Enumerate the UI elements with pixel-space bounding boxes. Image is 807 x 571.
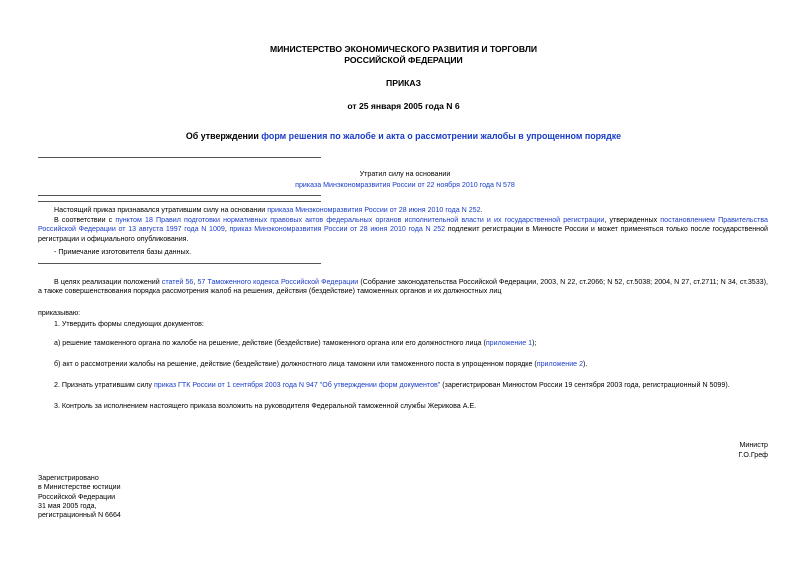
title-link[interactable]: форм решения по жалобе и акта о рассмотрении жалобы в упрощенном порядке <box>261 131 622 141</box>
item-1: 1. Утвердить формы следующих документов: <box>54 320 204 328</box>
note-paragraph-2: В соответствии с пунктом 18 Правил подготовки нормативных правовых актов федеральных органов исполнительной власти и их государственной регистрации, утвержденных постановлением Правительства Российской Федерации от 13 августа 1997 года N 1009, приказ Минэкономразвития России от 28 июня 2010 года N 252 подлежит регистрации в Минюсте России и может применяться только после государственной регистрации и официального опубликования. <box>38 216 769 243</box>
item-1b: б) акт о рассмотрении жалобы на решение, действие (бездействие) должностного лица таможни или таможенного поста в упрощенном порядке (приложение 2). <box>54 360 588 368</box>
order-word: приказываю: <box>38 309 81 317</box>
signature-name: Г.О.Греф <box>738 451 768 459</box>
status-line1: Утратил силу на основании <box>359 170 451 178</box>
note-paragraph-1: Настоящий приказ признавался утратившим силу на основании приказа Минэкономразвития России от 28 июня 2010 года N 252. <box>54 206 483 214</box>
ministry-name-line2: РОССИЙСКОЙ ФЕДЕРАЦИИ <box>344 55 463 65</box>
intro-link-customs-code[interactable]: 57 Таможенного кодекса Российской Федерации <box>197 278 359 286</box>
document-date: от 25 января 2005 года N 6 <box>347 101 460 111</box>
item-3: 3. Контроль за исполнением настоящего приказа возложить на руководителя Федеральной таможенной службы Жерикова А.Е. <box>54 402 477 410</box>
note-link-decree-1009[interactable]: постановлением Правительства Российской Федерации от 13 августа 1997 года N 1009 <box>38 216 769 234</box>
appendix-1-link[interactable]: приложение 1 <box>485 339 533 347</box>
registration-line-3: Российской Федерации <box>38 492 116 501</box>
note-link-rules-p18[interactable]: пунктом 18 Правил подготовки нормативных правовых актов федеральных органов исполнительной власти и их государственной регистрации <box>115 216 605 224</box>
item-2: 2. Признать утратившим силу приказ ГТК России от 1 сентября 2003 года N 947 "Об утверждении форм документов" (зарегистрирован Минюстом России 19 сентября 2003 года, регистрационный N 5099). <box>54 381 730 389</box>
document-type: ПРИКАЗ <box>386 78 421 88</box>
signature-role: Министр <box>739 441 768 449</box>
item-1a: а) решение таможенного органа по жалобе на решение, действие (бездействие) таможенного органа или его должностного лица (приложение 1); <box>54 339 537 347</box>
note-link-order-252[interactable]: приказа Минэкономразвития России от 28 июня 2010 года N 252 <box>267 206 481 214</box>
registration-line-4: 31 мая 2005 года, <box>38 502 97 511</box>
document-title <box>0 131 807 143</box>
divider-note <box>38 263 321 264</box>
intro-paragraph: В целях реализации положений статей 56, 57 Таможенного кодекса Российской Федерации (Собрание законодательства Российской Федерации, 2003, N 22, ст.2066; N 52, ст.5038; 2004, N 27, ст.2711; N 34, ст.3533), а также совершенствования порядка рассмотрения жалоб на решения, действия (бездействие) таможенных органов и их должностных лиц <box>38 278 768 296</box>
note-link-order-252-b[interactable]: приказ Минэкономразвития России от 28 июня 2010 года N 252 <box>229 225 446 234</box>
appendix-2-link[interactable]: приложение 2 <box>536 360 584 368</box>
gtk-order-947-link[interactable]: приказ ГТК России от 1 сентября 2003 года N 947 "Об утверждении форм документов" <box>153 381 441 389</box>
status-line2 <box>240 181 570 190</box>
title-prefix: Об утверждении <box>185 131 262 141</box>
note-paragraph-3: - Примечание изготовителя базы данных. <box>54 248 192 256</box>
divider-top <box>38 157 321 158</box>
intro-link-article-56[interactable]: статей 56 <box>161 278 194 286</box>
divider-status-2 <box>38 201 321 202</box>
registration-line-1: Зарегистрировано <box>38 474 99 482</box>
registration-line-2: в Министерстве юстиции <box>38 483 121 492</box>
registration-line-5: регистрационный N 6664 <box>38 511 121 520</box>
registration-block <box>38 474 121 521</box>
divider-status-1 <box>38 195 321 196</box>
status-repeal-link[interactable]: приказа Минэкономразвития России от 22 ноября 2010 года N 578 <box>295 181 515 189</box>
ministry-name-line1: МИНИСТЕРСТВО ЭКОНОМИЧЕСКОГО РАЗВИТИЯ И ТОРГОВЛИ <box>269 44 538 54</box>
